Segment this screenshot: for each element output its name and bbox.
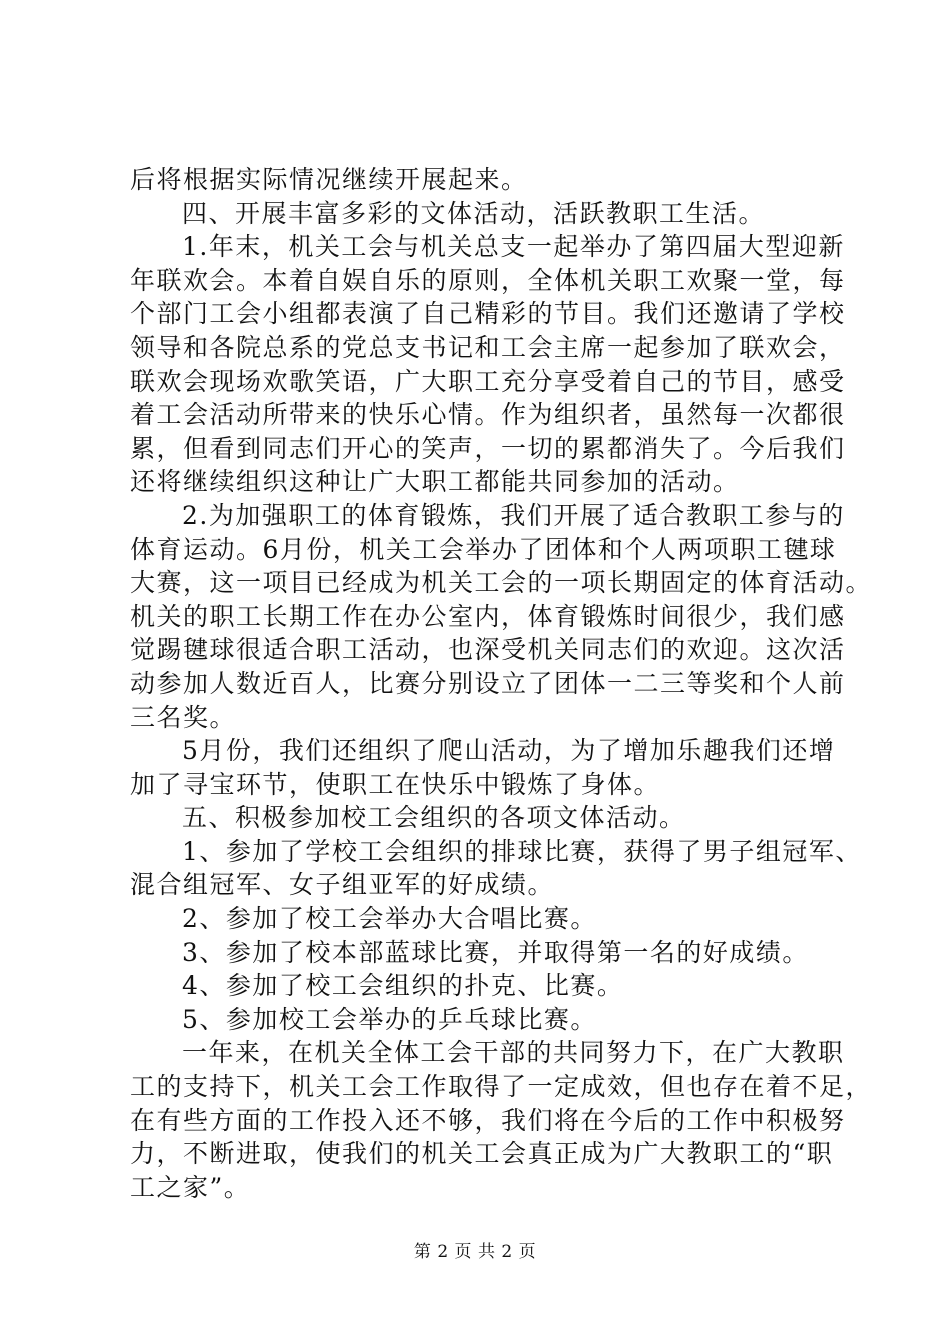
- text-line: 大赛，这一项目已经成为机关工会的一项长期固定的体育活动。: [130, 568, 873, 598]
- text-line: 2、参加了校工会举办大合唱比赛。: [182, 904, 597, 934]
- text-line: 累，但看到同志们开心的笑声，一切的累都消失了。今后我们: [130, 433, 846, 463]
- text-line: 力，不断进取，使我们的机关工会真正成为广大教职工的“职: [130, 1139, 834, 1169]
- text-line: 联欢会现场欢歌笑语，广大职工充分享受着自己的节目，感受: [130, 366, 846, 396]
- text-line: 5月份，我们还组织了爬山活动，为了增加乐趣我们还增: [182, 736, 836, 766]
- text-line: 工的支持下，机关工会工作取得了一定成效，但也存在着不足，: [130, 1072, 873, 1102]
- text-line: 觉踢毽球很适合职工活动，也深受机关同志们的欢迎。这次活: [130, 635, 846, 665]
- text-line: 着工会活动所带来的快乐心情。作为组织者，虽然每一次都很: [130, 400, 846, 430]
- text-line: 5、参加校工会举办的乒乓球比赛。: [182, 1004, 597, 1034]
- text-line: 四、开展丰富多彩的文体活动，活跃教职工生活。: [182, 198, 766, 228]
- text-line: 领导和各院总系的党总支书记和工会主席一起参加了联欢会，: [130, 332, 846, 362]
- text-line: 在有些方面的工作投入还不够，我们将在今后的工作中积极努: [130, 1105, 846, 1135]
- text-line: 工之家”。: [130, 1172, 251, 1202]
- document-body: [130, 163, 873, 1204]
- page-footer: 第 2 页 共 2 页: [413, 1242, 537, 1262]
- text-line: 年联欢会。本着自娱自乐的原则，全体机关职工欢聚一堂，每: [130, 265, 846, 295]
- text-line: 体育运动。6月份，机关工会举办了团体和个人两项职工毽球: [130, 534, 837, 564]
- text-line: 五、积极参加校工会组织的各项文体活动。: [182, 803, 686, 833]
- text-line: 机关的职工长期工作在办公室内，体育锻炼时间很少，我们感: [130, 601, 846, 631]
- text-line: 还将继续组织这种让广大职工都能共同参加的活动。: [130, 467, 740, 497]
- text-line: 混合组冠军、女子组亚军的好成绩。: [130, 870, 555, 900]
- text-line: 2.为加强职工的体育锻炼，我们开展了适合教职工参与的: [182, 500, 845, 530]
- text-line: 个部门工会小组都表演了自己精彩的节目。我们还邀请了学校: [130, 299, 846, 329]
- text-line: 1、参加了学校工会组织的排球比赛，获得了男子组冠军、: [182, 836, 862, 866]
- text-line: 动参加人数近百人，比赛分别设立了团体一二三等奖和个人前: [130, 668, 846, 698]
- text-line: 后将根据实际情况继续开展起来。: [130, 165, 528, 194]
- text-line: 1.年末，机关工会与机关总支一起举办了第四届大型迎新: [182, 232, 845, 262]
- text-line: 3、参加了校本部蓝球比赛，并取得第一名的好成绩。: [182, 937, 809, 967]
- text-line: 加了寻宝环节，使职工在快乐中锻炼了身体。: [130, 769, 661, 799]
- text-line: 一年来，在机关全体工会干部的共同努力下，在广大教职: [182, 1038, 845, 1068]
- text-line: 三名奖。: [130, 702, 237, 732]
- text-line: 4、参加了校工会组织的扑克、比赛。: [182, 971, 624, 1001]
